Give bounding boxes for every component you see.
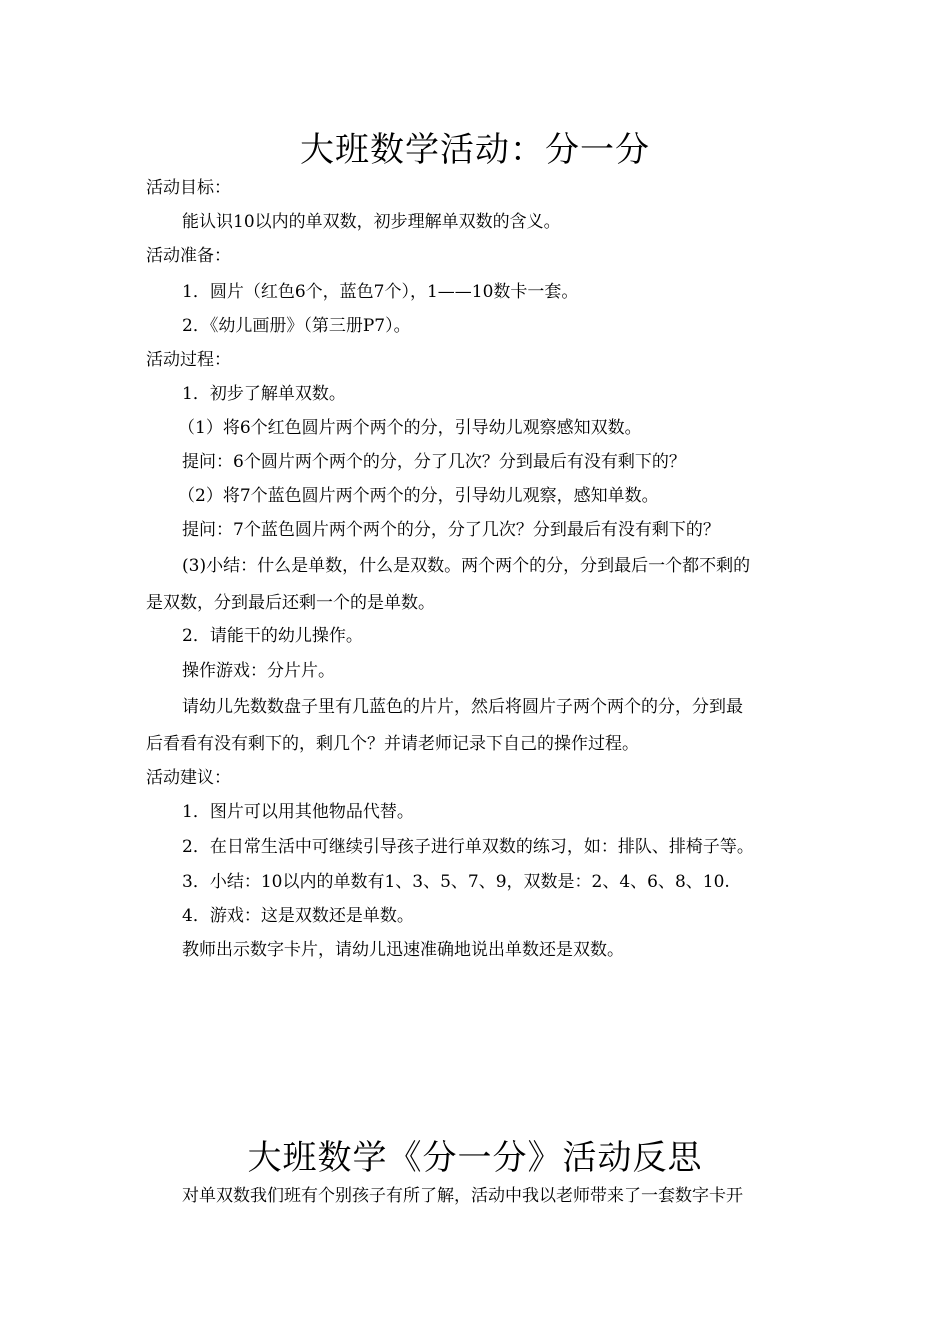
reflection-title: 大班数学《分一分》活动反思 [247,1138,703,1178]
paragraph-line: （1）将6个红色圆片两个两个的分，引导幼儿观察感知双数。 [178,418,642,438]
paragraph-line: 2．请能干的幼儿操作。 [182,626,363,646]
section-heading-process: 活动过程： [146,350,231,370]
paragraph-line: 1．圆片（红色6个，蓝色7个），1——10数卡一套。 [182,282,579,302]
paragraph-line: 是双数，分到最后还剩一个的是单数。 [146,593,435,613]
section-heading-suggestions: 活动建议： [146,768,231,788]
section-heading-preparation: 活动准备： [146,246,231,266]
paragraph-line: 后看看有没有剩下的，剩几个？并请老师记录下自己的操作过程。 [146,734,639,754]
paragraph-line: 2．《幼儿画册》（第三册P7）。 [182,316,411,336]
paragraph-line: (3)小结：什么是单数，什么是双数。两个两个的分，分到最后一个都不剩的 [182,556,751,576]
paragraph-line: 操作游戏：分片片。 [182,661,335,681]
paragraph-line: 1．初步了解单双数。 [182,384,346,404]
paragraph-line: 4．游戏：这是双数还是单数。 [182,906,414,926]
paragraph-line: 请幼儿先数数盘子里有几蓝色的片片，然后将圆片子两个两个的分，分到最 [182,697,743,717]
section-heading-goals: 活动目标： [146,178,231,198]
document-title: 大班数学活动：分一分 [300,130,650,170]
paragraph-line: 能认识10以内的单双数，初步理解单双数的含义。 [182,212,561,232]
paragraph-line: 教师出示数字卡片，请幼儿迅速准确地说出单数还是双数。 [182,940,624,960]
paragraph-line: 提问：7个蓝色圆片两个两个的分，分了几次？分到最后有没有剩下的？ [182,520,720,540]
paragraph-line: 3．小结：10以内的单数有1、3、5、7、9，双数是：2、4、6、8、10. [182,872,730,892]
paragraph-line: 提问：6个圆片两个两个的分，分了几次？分到最后有没有剩下的？ [182,452,686,472]
paragraph-line: 1．图片可以用其他物品代替。 [182,802,414,822]
reflection-paragraph-line: 对单双数我们班有个别孩子有所了解，活动中我以老师带来了一套数字卡开 [182,1186,743,1206]
paragraph-line: （2）将7个蓝色圆片两个两个的分，引导幼儿观察，感知单数。 [178,486,659,506]
paragraph-line: 2．在日常生活中可继续引导孩子进行单双数的练习，如：排队、排椅子等。 [182,837,754,857]
